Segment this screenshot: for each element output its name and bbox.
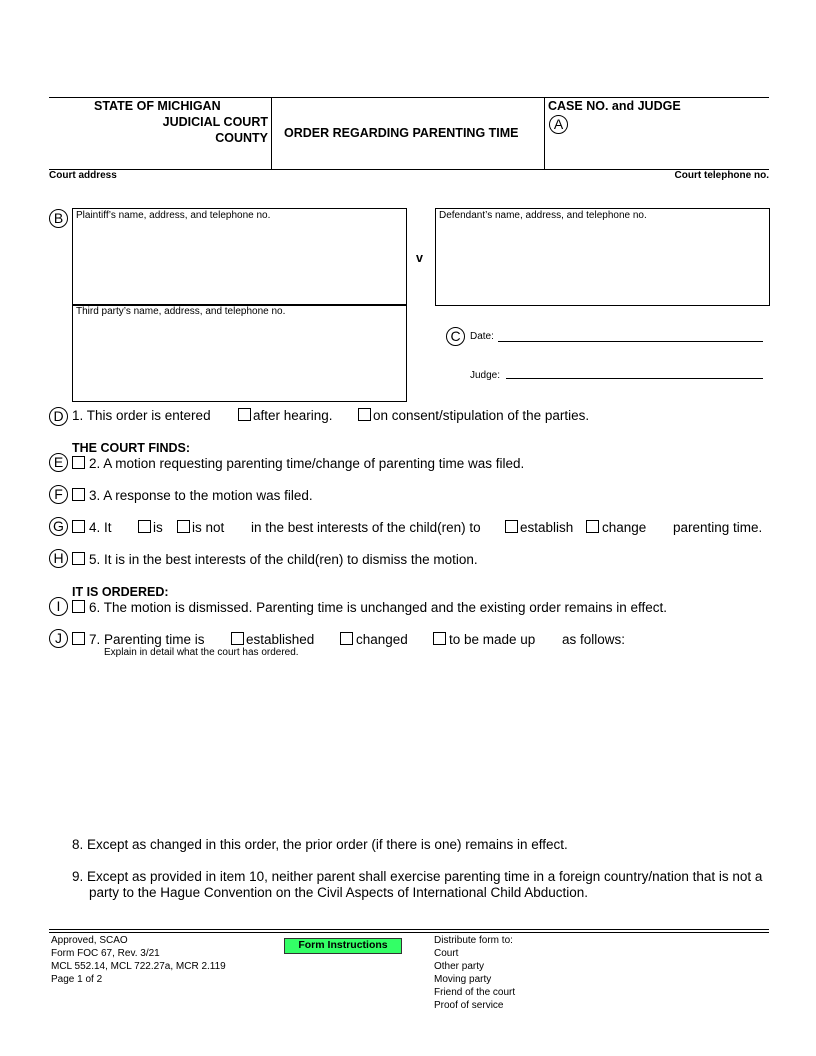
item-7-checkbox[interactable]	[72, 632, 85, 645]
item-2-checkbox[interactable]	[72, 456, 85, 469]
item-7-made-up-checkbox[interactable]	[433, 632, 446, 645]
item-7-changed-checkbox[interactable]	[340, 632, 353, 645]
item-6-text: 6. The motion is dismissed. Parenting time is unchanged and the existing order remains in effect.	[89, 600, 668, 615]
plaintiff-label: Plaintiff’s name, address, and telephone no.	[76, 210, 271, 221]
item-4-establish-label: establish	[520, 520, 574, 535]
header-top-rule	[49, 97, 769, 98]
item-7-made-up-label: to be made up	[449, 632, 536, 647]
third-party-box[interactable]	[72, 304, 407, 402]
item-7-note: Explain in detail what the court has ordered.	[104, 647, 299, 658]
item-3-text: 3. A response to the motion was filed.	[89, 488, 313, 503]
item-4-is-not-label: is not	[192, 520, 225, 535]
item-1-after-hearing-checkbox[interactable]	[238, 408, 251, 421]
item-9-text-line-1: 9. Except as provided in item 10, neither parent shall exercise parenting time in a foreign country/nation that is not a	[72, 869, 763, 884]
versus-label: v	[416, 251, 423, 265]
item-4-middle-text: in the best interests of the child(ren) to	[251, 520, 481, 535]
marker-c: C	[446, 327, 465, 346]
marker-j: J	[49, 629, 68, 648]
item-5-text: 5. It is in the best interests of the child(ren) to dismiss the motion.	[89, 552, 478, 567]
item-4-checkbox[interactable]	[72, 520, 85, 533]
footer-form-number: Form FOC 67, Rev. 3/21	[51, 948, 160, 959]
item-7-text: 7. Parenting time is	[89, 632, 205, 647]
judge-label: Judge:	[470, 370, 501, 381]
footer-rule-2	[49, 932, 769, 933]
marker-e: E	[49, 453, 68, 472]
item-6-checkbox[interactable]	[72, 600, 85, 613]
item-1-consent-checkbox[interactable]	[358, 408, 371, 421]
date-line[interactable]	[498, 341, 763, 342]
header-divider-1	[271, 97, 272, 169]
distribute-court: Court	[434, 948, 459, 959]
item-4-text: 4. It	[89, 520, 112, 535]
item-7-changed-label: changed	[356, 632, 408, 647]
form-title: ORDER REGARDING PARENTING TIME	[284, 126, 519, 140]
court-address-label: Court address	[49, 170, 117, 181]
third-party-label: Third party’s name, address, and telephone no.	[76, 306, 286, 317]
item-4-is-not-checkbox[interactable]	[177, 520, 190, 533]
distribute-other-party: Other party	[434, 961, 485, 972]
item-4-is-label: is	[153, 520, 163, 535]
item-3-checkbox[interactable]	[72, 488, 85, 501]
marker-a: A	[549, 115, 568, 134]
item-4-is-checkbox[interactable]	[138, 520, 151, 533]
court-judicial: JUDICIAL COURT	[162, 115, 268, 129]
header-divider-2	[544, 97, 545, 169]
item-4-end-text: parenting time.	[673, 520, 763, 535]
marker-f: F	[49, 485, 68, 504]
item-5-checkbox[interactable]	[72, 552, 85, 565]
item-8-text: 8. Except as changed in this order, the prior order (if there is one) remains in effect.	[72, 837, 568, 852]
item-1-after-hearing-label: after hearing.	[253, 408, 333, 423]
marker-g: G	[49, 517, 68, 536]
item-7-established-label: established	[246, 632, 315, 647]
judge-signature-line[interactable]	[506, 378, 763, 379]
footer-rule-1	[49, 929, 769, 930]
distribute-friend-of-court: Friend of the court	[434, 987, 516, 998]
court-county: COUNTY	[215, 131, 268, 145]
date-label: Date:	[470, 331, 494, 342]
footer-approved: Approved, SCAO	[51, 935, 128, 946]
item-2-text: 2. A motion requesting parenting time/change of parenting time was filed.	[89, 456, 525, 471]
item-4-change-checkbox[interactable]	[586, 520, 599, 533]
plaintiff-box[interactable]	[72, 208, 407, 306]
item-1-consent-label: on consent/stipulation of the parties.	[373, 408, 590, 423]
item-9-text-line-2: party to the Hague Convention on the Civil Aspects of International Child Abduction.	[89, 885, 589, 900]
item-4-change-label: change	[602, 520, 647, 535]
court-phone-label: Court telephone no.	[674, 170, 769, 181]
court-finds-heading: THE COURT FINDS:	[72, 441, 191, 455]
item-1-text: 1. This order is entered	[72, 408, 211, 423]
marker-d: D	[49, 407, 68, 426]
distribute-moving-party: Moving party	[434, 974, 492, 985]
item-7-established-checkbox[interactable]	[231, 632, 244, 645]
marker-b: B	[49, 209, 68, 228]
it-is-ordered-heading: IT IS ORDERED:	[72, 585, 169, 599]
distribute-proof-of-service: Proof of service	[434, 1000, 504, 1011]
item-7-explanation-area[interactable]	[104, 662, 768, 822]
footer-page-number: Page 1 of 2	[51, 974, 103, 985]
distribute-heading: Distribute form to:	[434, 935, 513, 946]
court-state: STATE OF MICHIGAN	[94, 99, 221, 113]
item-4-establish-checkbox[interactable]	[505, 520, 518, 533]
defendant-box[interactable]	[435, 208, 770, 306]
footer-statutes: MCL 552.14, MCL 722.27a, MCR 2.119	[51, 961, 226, 972]
form-instructions-button[interactable]: Form Instructions	[284, 938, 402, 954]
marker-h: H	[49, 549, 68, 568]
defendant-label: Defendant’s name, address, and telephone no.	[439, 210, 647, 221]
marker-i: I	[49, 597, 68, 616]
item-7-end-text: as follows:	[562, 632, 626, 647]
case-number-label: CASE NO. and JUDGE	[548, 99, 681, 113]
